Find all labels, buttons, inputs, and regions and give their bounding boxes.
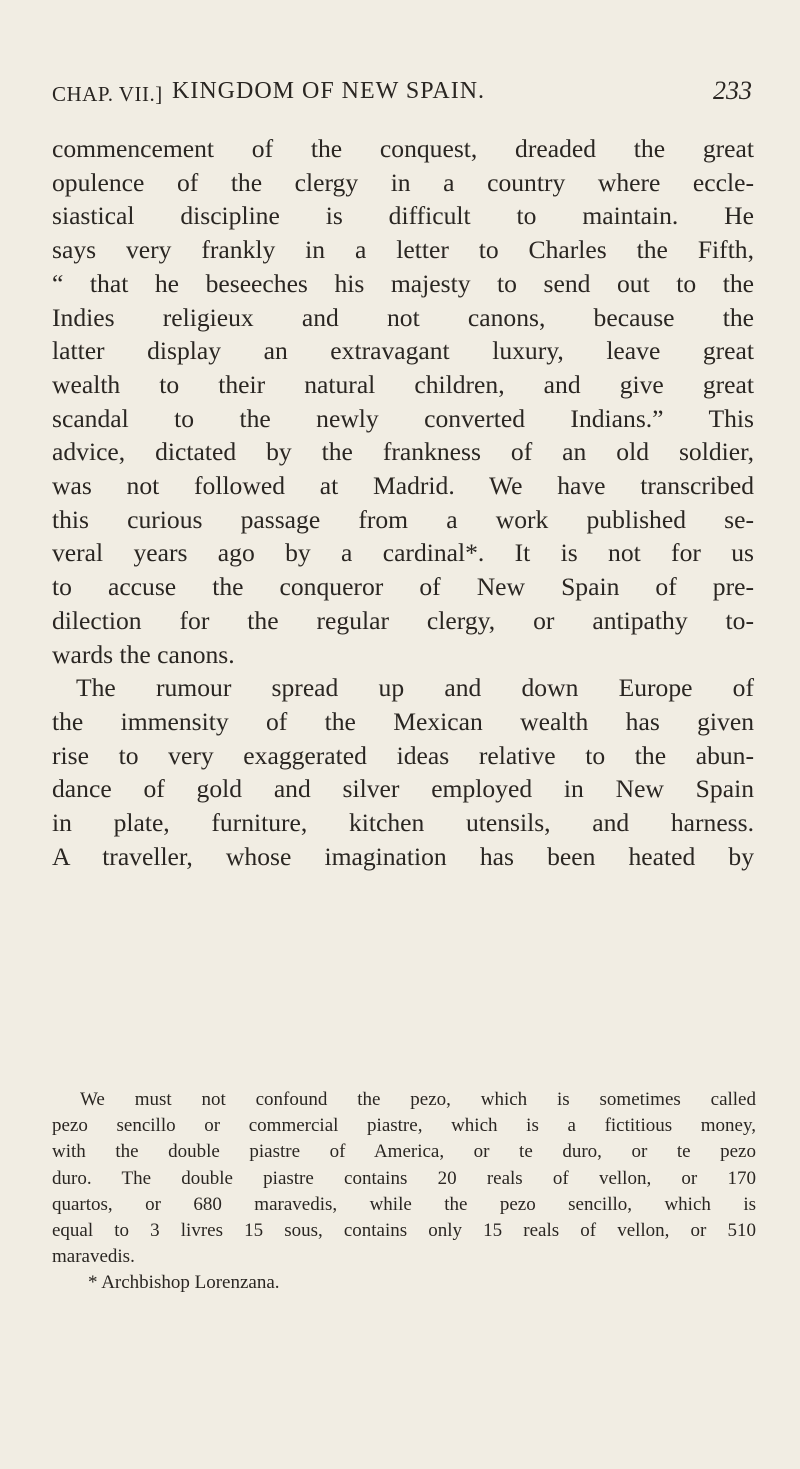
body-line: The rumour spread up and down Europe of (76, 673, 754, 703)
footnote-line: quartos, or 680 maravedis, while the pezo sencillo, which is (52, 1193, 756, 1215)
body-line: commencement of the conquest, dreaded the great (52, 134, 754, 163)
body-line: in plate, furniture, kitchen utensils, and harness. (52, 808, 754, 838)
body-line: the immensity of the Mexican wealth has given (52, 706, 754, 736)
body-line: dilection for the regular clergy, or antipathy to- (52, 605, 754, 635)
body-line: wards the canons. (52, 639, 235, 669)
footnote-line: duro. The double piastre contains 20 reals of vellon, or 170 (52, 1167, 756, 1189)
running-title: KINGDOM OF NEW SPAIN. (172, 78, 486, 104)
body-line: this curious passage from a work published se- (52, 504, 754, 534)
footnotes (52, 1087, 756, 1297)
body-line: latter display an extravagant luxury, leave great (52, 336, 754, 366)
body-line: veral years ago by a cardinal*. It is not for us (52, 538, 754, 568)
body-line: Indies religieux and not canons, because the (52, 302, 754, 332)
body-text (52, 132, 754, 873)
body-line: says very frankly in a letter to Charles the Fifth, (52, 235, 754, 265)
body-line: rise to very exaggerated ideas relative to the abun- (52, 740, 754, 770)
body-line: siastical discipline is difficult to maintain. He (52, 201, 754, 231)
body-line: was not followed at Madrid. We have transcribed (52, 471, 754, 501)
footnote-line: with the double piastre of America, or te duro, or te pezo (52, 1141, 756, 1163)
footnote-cardinal: * Archbishop Lorenzana. (88, 1272, 280, 1294)
body-line: dance of gold and silver employed in New Spain (52, 774, 754, 804)
chapter-label: CHAP. VII.] (52, 82, 163, 106)
footnote-line: equal to 3 livres 15 sous, contains only 15 reals of vellon, or 510 (52, 1220, 756, 1242)
body-line: wealth to their natural children, and give great (52, 369, 754, 399)
body-line: scandal to the newly converted Indians.” This (52, 403, 754, 433)
footnote-line: maravedis. (52, 1246, 135, 1268)
body-line: opulence of the clergy in a country where eccle- (52, 167, 754, 197)
page-number: 233 (713, 76, 752, 105)
body-line: advice, dictated by the frankness of an old soldier, (52, 437, 754, 467)
body-line: “ that he beseeches his majesty to send out to the (52, 268, 754, 298)
footnote-line: pezo sencillo or commercial piastre, which is a fictitious money, (52, 1115, 756, 1137)
body-line: A traveller, whose imagination has been heated by (52, 841, 754, 871)
body-line: to accuse the conqueror of New Spain of pre- (52, 572, 754, 602)
footnote-line: We must not confound the pezo, which is sometimes called (80, 1089, 756, 1110)
running-header (52, 74, 752, 118)
